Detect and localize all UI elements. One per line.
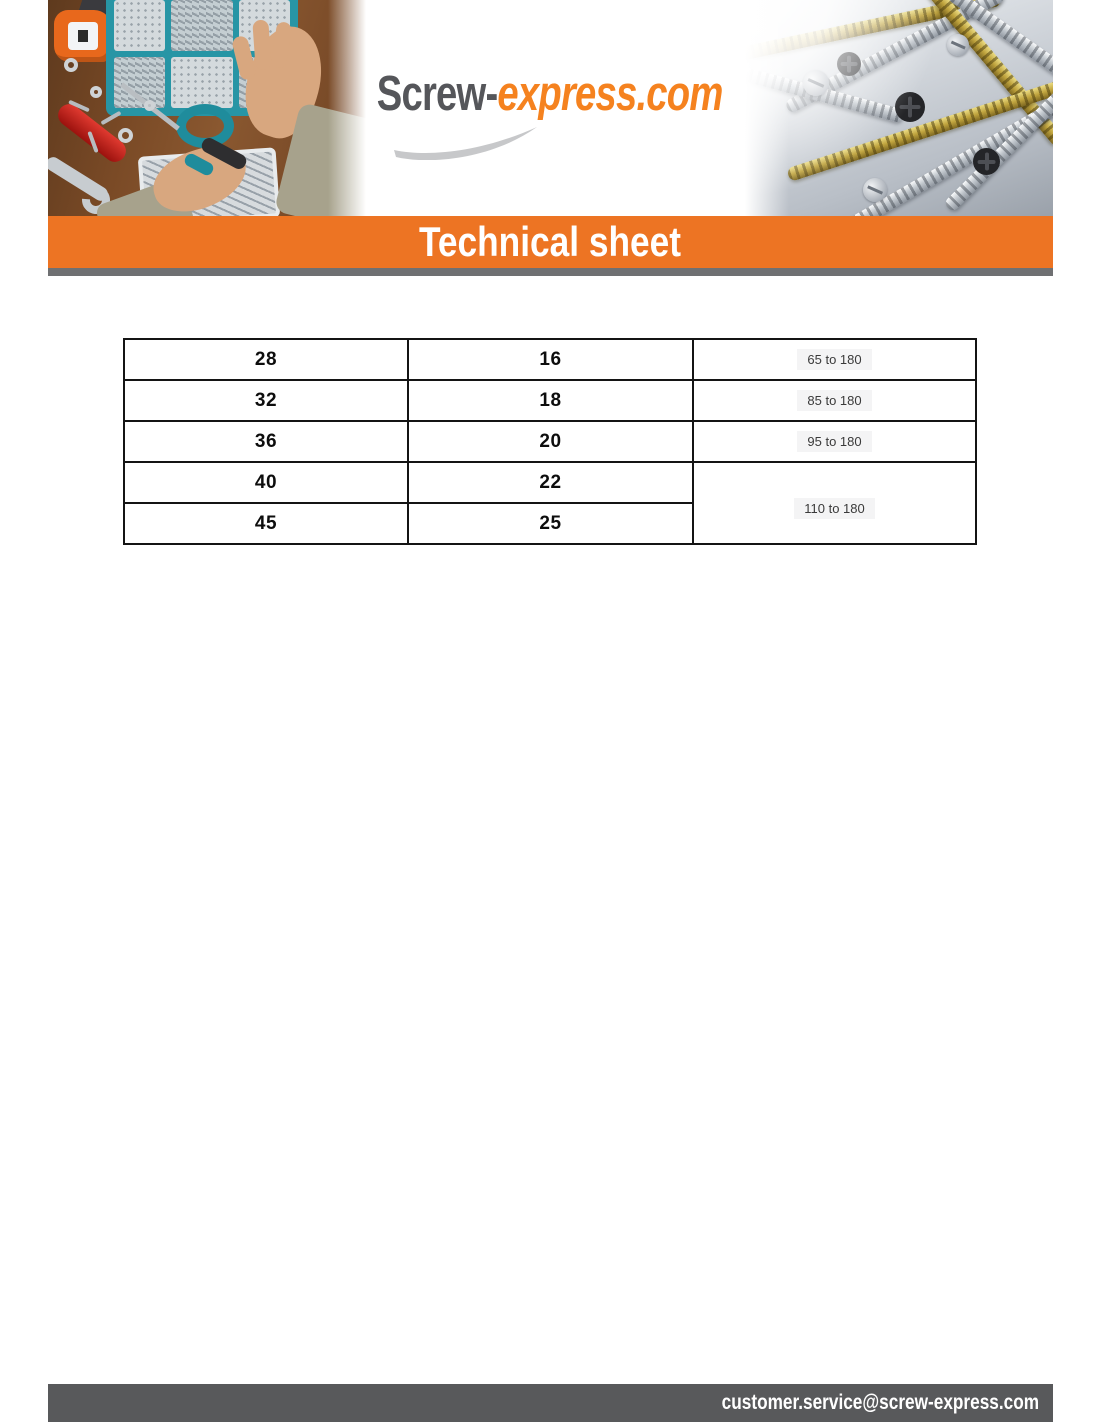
footer-email: customer.service@screw-express.com xyxy=(721,1391,1039,1414)
logo-part-screw: Screw- xyxy=(377,67,498,121)
technical-table xyxy=(123,338,977,545)
footer-bar xyxy=(48,1384,1053,1422)
banner-divider xyxy=(48,268,1053,276)
cell-col2: 25 xyxy=(408,503,693,544)
table-row xyxy=(124,380,976,421)
title-banner xyxy=(48,216,1053,268)
cell-col3: 85 to 180 xyxy=(693,380,976,421)
cell-col2: 16 xyxy=(408,339,693,380)
cell-col1: 40 xyxy=(124,462,408,503)
logo-text xyxy=(377,67,723,121)
cell-col3: 95 to 180 xyxy=(693,421,976,462)
table-row xyxy=(124,462,976,503)
logo-part-express: express.com xyxy=(497,67,723,121)
cell-col1: 45 xyxy=(124,503,408,544)
cell-col3: 65 to 180 xyxy=(693,339,976,380)
cell-col2: 20 xyxy=(408,421,693,462)
table-row xyxy=(124,421,976,462)
cell-col1: 36 xyxy=(124,421,408,462)
cell-col2: 18 xyxy=(408,380,693,421)
cell-col1: 28 xyxy=(124,339,408,380)
page-title: Technical sheet xyxy=(419,218,682,265)
logo-swoosh xyxy=(390,124,540,160)
table-row xyxy=(124,339,976,380)
tape-measure-shape xyxy=(54,10,112,62)
logo xyxy=(0,67,1100,121)
cell-col2: 22 xyxy=(408,462,693,503)
cell-col1: 32 xyxy=(124,380,408,421)
cell-col3-merged: 110 to 180 xyxy=(693,462,976,544)
